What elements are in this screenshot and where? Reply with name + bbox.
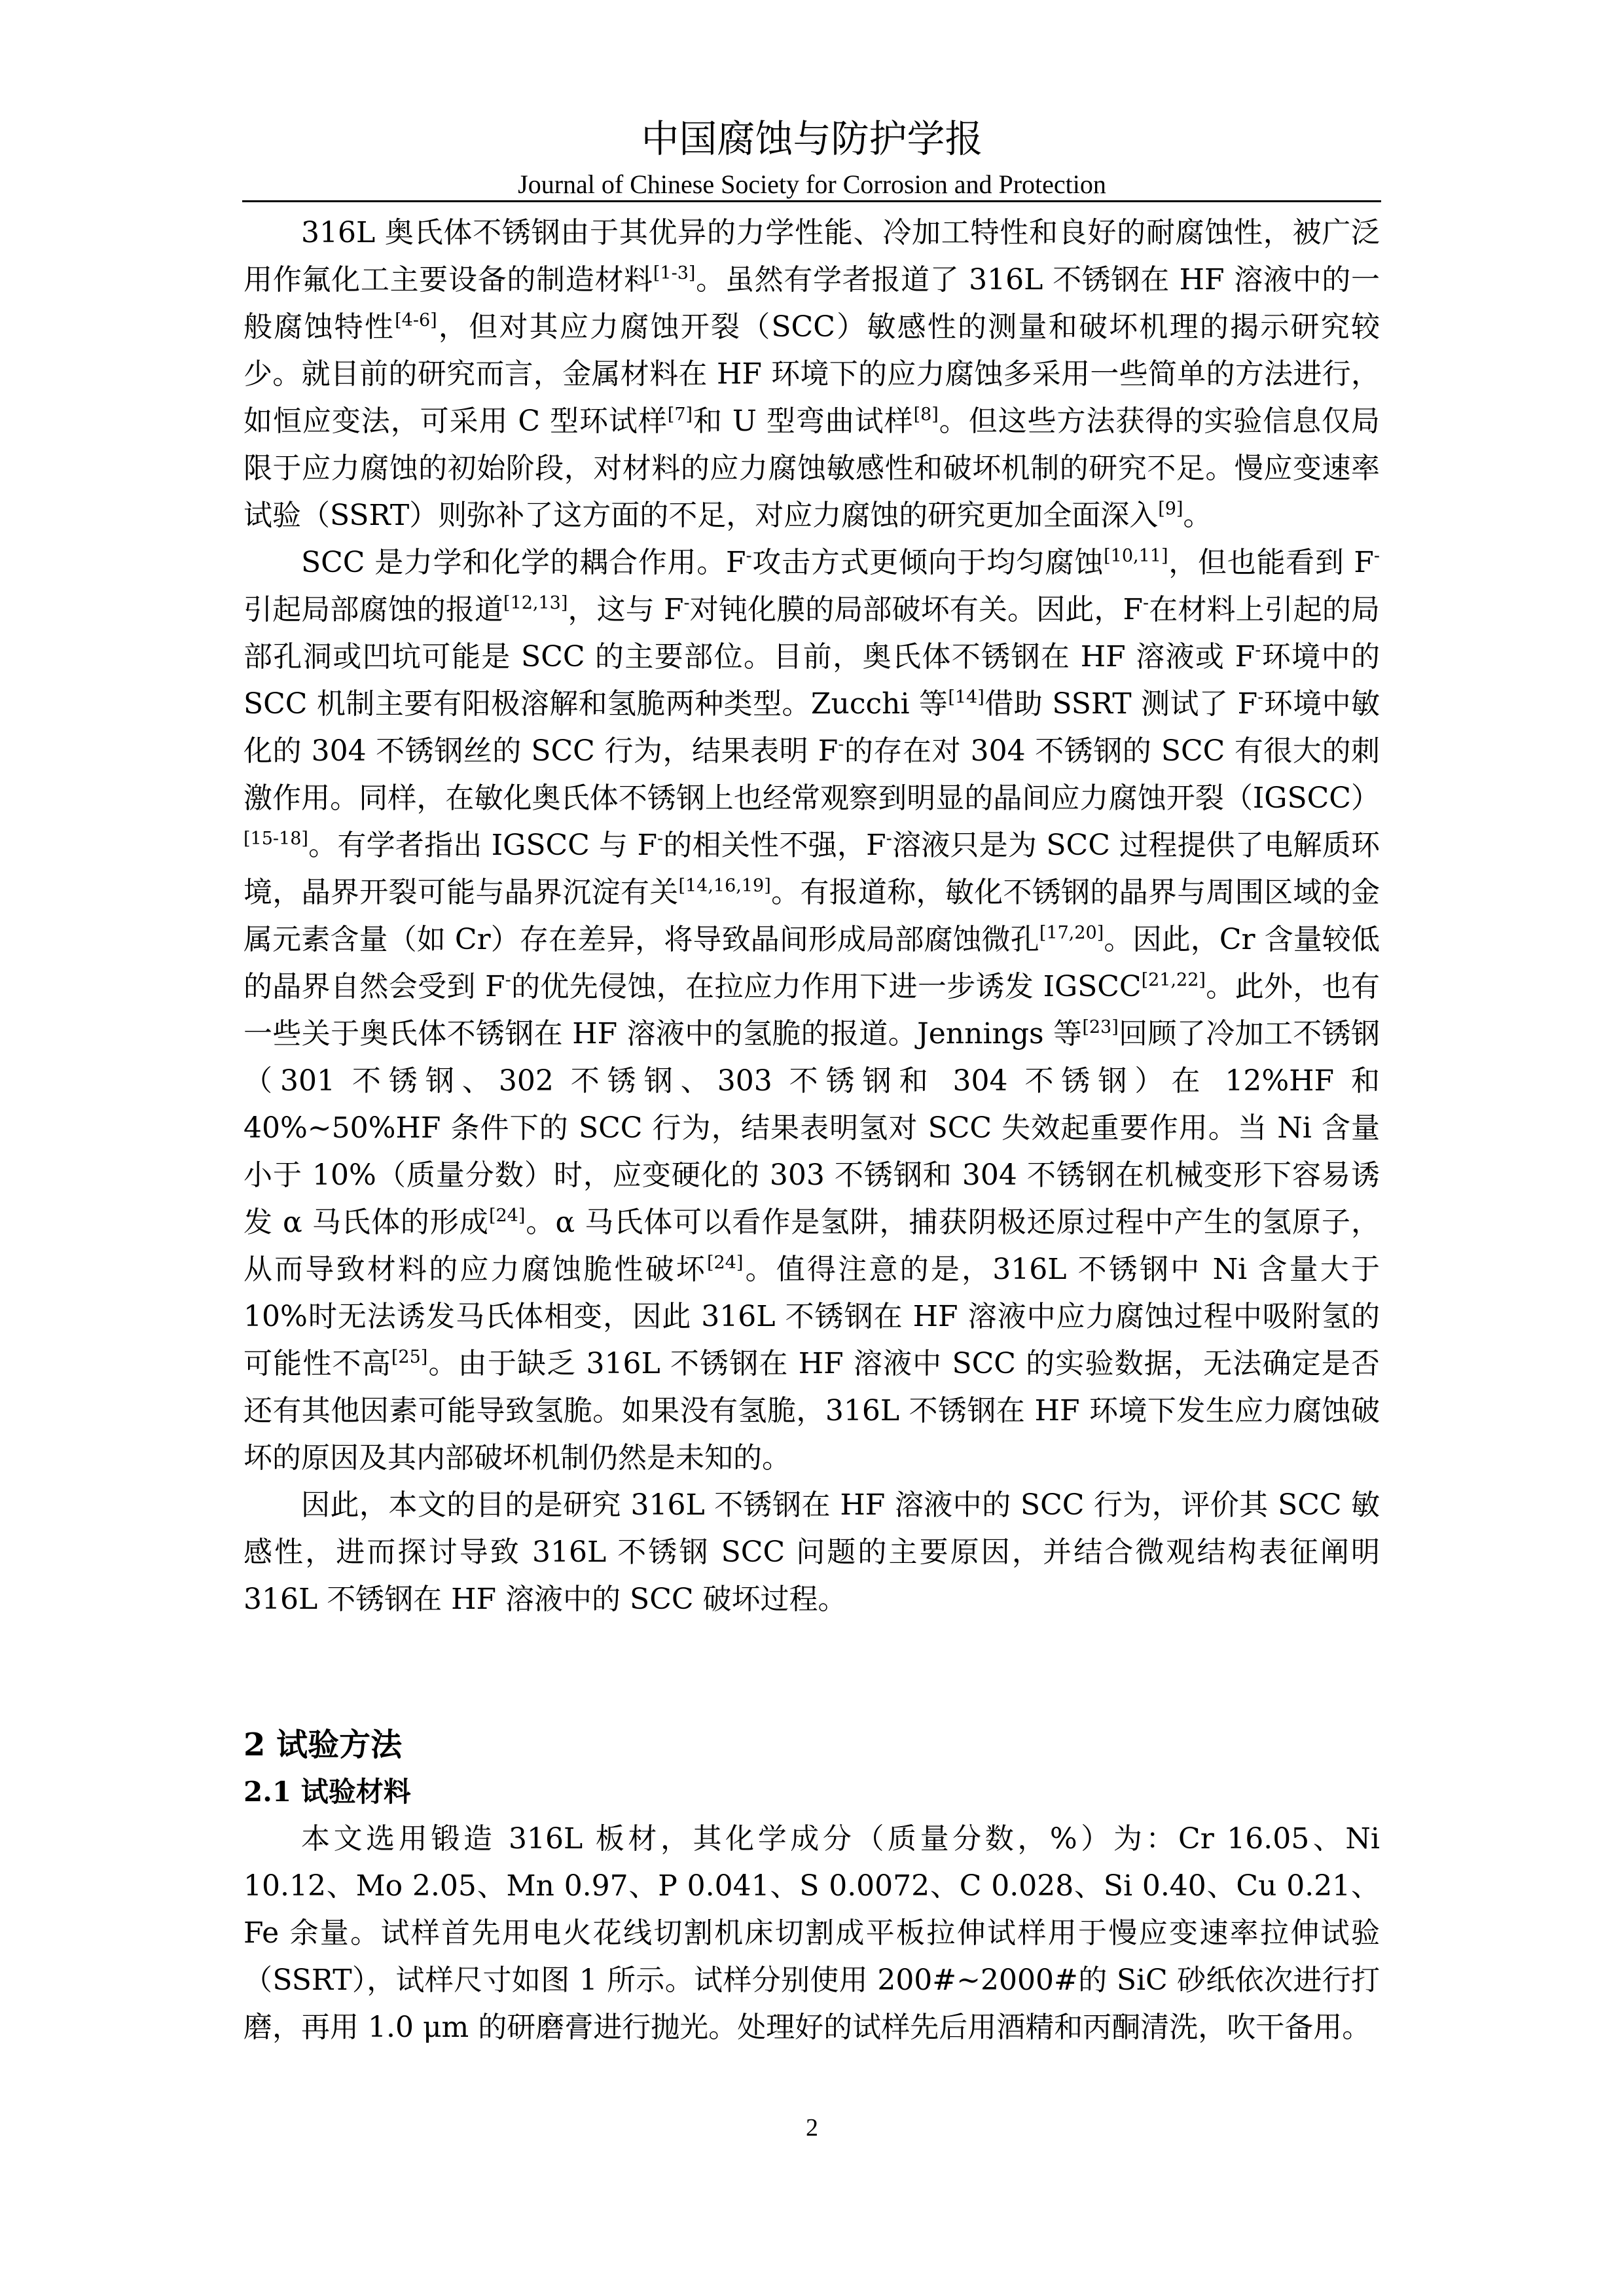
- citation: [24]: [488, 1206, 526, 1226]
- text-run: SCC 是力学和化学的耦合作用。F: [301, 546, 746, 579]
- superscript: -: [657, 829, 664, 849]
- superscript: -: [886, 829, 892, 849]
- citation: [4-6]: [395, 310, 437, 331]
- text-run: 。此外，也有一些关于奥氏体不锈钢在 HF 溶液中的氢脆的报道。Jennings 等: [244, 970, 1380, 1050]
- citation: [21,22]: [1141, 970, 1206, 990]
- text-run: 。有报道称，敏化不锈钢的晶界与周围区域的金属元素含量（如 Cr）存在差异，将导致晶间形成局部腐蚀微孔: [244, 876, 1380, 956]
- text-run: 。因此，Cr 含量较低的晶界自然会受到 F: [244, 923, 1380, 1003]
- text-run: 。虽然有学者报道了 316L 不锈钢在 HF 溶液中的一般腐蚀特性: [244, 263, 1380, 344]
- text-run: 。但这些方法获得的实验信息仅局限于应力腐蚀的初始阶段，对材料的应力腐蚀敏感性和破坏机制的研究不足。慢应变速率试验（SSRT）则弥补了这方面的不足，对应力腐蚀的研究更加全面深入: [244, 404, 1380, 532]
- superscript: -: [1255, 640, 1261, 660]
- article-body: [244, 209, 1380, 2051]
- superscript: -: [746, 546, 752, 566]
- citation: [15-18]: [244, 829, 308, 849]
- citation: [23]: [1082, 1017, 1119, 1037]
- citation: [25]: [391, 1347, 428, 1367]
- text-run: 和 U 型弯曲试样: [693, 404, 914, 438]
- citation: [14,16,19]: [678, 876, 771, 896]
- text-run: 。由于缺乏 316L 不锈钢在 HF 溶液中 SCC 的实验数据，无法确定是否还有其他因素可能导致氢脆。如果没有氢脆，316L 不锈钢在 HF 环境下发生应力腐蚀破坏的原因及其内部破坏机制仍然是未知的。: [244, 1347, 1380, 1475]
- text-run: 。有学者指出 IGSCC 与 F: [308, 829, 658, 862]
- subsection-heading: 2.1 试验材料: [244, 1776, 411, 1808]
- text-run: 环境中的 SCC 机制主要有阳极溶解和氢脆两种类型。Zucchi 等: [244, 640, 1380, 721]
- text-run: 溶液只是为 SCC 过程提供了电解质环境，晶界开裂可能与晶界沉淀有关: [244, 829, 1380, 909]
- text-run: ，这与 F: [568, 593, 684, 626]
- text-run: 316L 奥氏体不锈钢由于其优异的力学性能、冷加工特性和良好的耐腐蚀性，被广泛用作氟化工主要设备的制造材料: [244, 216, 1380, 296]
- text-run: 攻击方式更倾向于均匀腐蚀: [751, 546, 1104, 579]
- journal-title-english: Journal of Chinese Society for Corrosion and Protection: [518, 170, 1106, 199]
- text-run: ，但对其应力腐蚀开裂（SCC）敏感性的测量和破坏机理的揭示研究较少。就目前的研究而言，金属材料在 HF 环境下的应力腐蚀多采用一些简单的方法进行，如恒应变法，可采用 C 型环试样: [244, 310, 1380, 438]
- text-run: 。α 马氏体可以看作是氢阱，捕获阴极还原过程中产生的氢原子，从而导致材料的应力腐蚀脆性破坏: [244, 1206, 1380, 1286]
- text-run: 的优先侵蚀，在拉应力作用下进一步诱发 IGSCC: [511, 970, 1142, 1003]
- text-run: 的存在对 304 不锈钢的 SCC 有很大的刺激作用。同样，在敏化奥氏体不锈钢上也经常观察到明显的晶间应力腐蚀开裂（IGSCC）: [244, 734, 1380, 815]
- text-run: 。: [1183, 499, 1212, 532]
- citation: [24]: [707, 1253, 744, 1273]
- text-run: 对钝化膜的局部破坏有关。因此，F: [689, 593, 1143, 626]
- citation: [10,11]: [1104, 546, 1168, 566]
- section-heading: 2 试验方法: [244, 1727, 403, 1763]
- citation: [7]: [667, 404, 693, 425]
- superscript: -: [838, 734, 844, 755]
- intro-paragraph-3: 因此，本文的目的是研究 316L 不锈钢在 HF 溶液中的 SCC 行为，评价其 SCC 敏感性，进而探讨导致 316L 不锈钢 SCC 问题的主要原因，并结合微观结构表征阐明 316L 不锈钢在 HF 溶液中的 SCC 破坏过程。: [244, 1488, 1380, 1616]
- intro-paragraph-1: [244, 209, 1380, 539]
- citation: [9]: [1158, 499, 1183, 519]
- superscript: -: [1257, 687, 1264, 708]
- superscript: -: [1373, 546, 1380, 566]
- header-rule: [242, 200, 1381, 202]
- superscript: -: [1142, 593, 1149, 613]
- text-run: ，但也能看到 F: [1168, 546, 1374, 579]
- text-run: 。值得注意的是，316L 不锈钢中 Ni 含量大于 10%时无法诱发马氏体相变，因此 316L 不锈钢在 HF 溶液中应力腐蚀过程中吸附氢的可能性不高: [244, 1253, 1380, 1380]
- text-run: 环境中敏化的 304 不锈钢丝的 SCC 行为，结果表明 F: [244, 687, 1380, 768]
- intro-paragraph-2: [244, 539, 1380, 1482]
- text-run: 借助 SSRT 测试了 F: [984, 687, 1258, 721]
- citation: [1-3]: [653, 263, 696, 283]
- materials-paragraph: 本文选用锻造 316L 板材，其化学成分（质量分数，%）为：Cr 16.05、Ni 10.12、Mo 2.05、Mn 0.97、P 0.041、S 0.0072、C 0.028、Si 0.40、Cu 0.21、Fe 余量。试样首先用电火花线切割机床切割成平板拉伸试样用于慢应变速率拉伸试验（SSRT），试样尺寸如图 1 所示。试样分别使用 200#~2000#的 SiC 砂纸依次进行打磨，再用 1.0 μm 的研磨膏进行抛光。处理好的试样先后用酒精和丙酮清洗，吹干备用。: [244, 1822, 1380, 2044]
- journal-title-chinese: 中国腐蚀与防护学报: [641, 117, 983, 161]
- superscript: -: [683, 593, 690, 613]
- citation: [8]: [913, 404, 939, 425]
- citation: [17,20]: [1039, 923, 1104, 943]
- text-run: 在材料上引起的局部孔洞或凹坑可能是 SCC 的主要部位。目前，奥氏体不锈钢在 HF 溶液或 F: [244, 593, 1380, 673]
- citation: [14]: [948, 687, 984, 708]
- text-run: 引起局部腐蚀的报道: [244, 593, 504, 626]
- citation: [12,13]: [503, 593, 568, 613]
- text-run: 回顾了冷加工不锈钢（301 不锈钢、302 不锈钢、303 不锈钢和 304 不锈钢）在 12%HF 和 40%~50%HF 条件下的 SCC 行为，结果表明氢对 SCC 失效起重要作用。当 Ni 含量小于 10%（质量分数）时，应变硬化的 303 不锈钢和 304 不锈钢在机械变形下容易诱发 α 马氏体的形成: [244, 1017, 1380, 1239]
- text-run: 的相关性不强，F: [663, 829, 886, 862]
- superscript: -: [505, 970, 511, 990]
- page-number: 2: [806, 2114, 818, 2142]
